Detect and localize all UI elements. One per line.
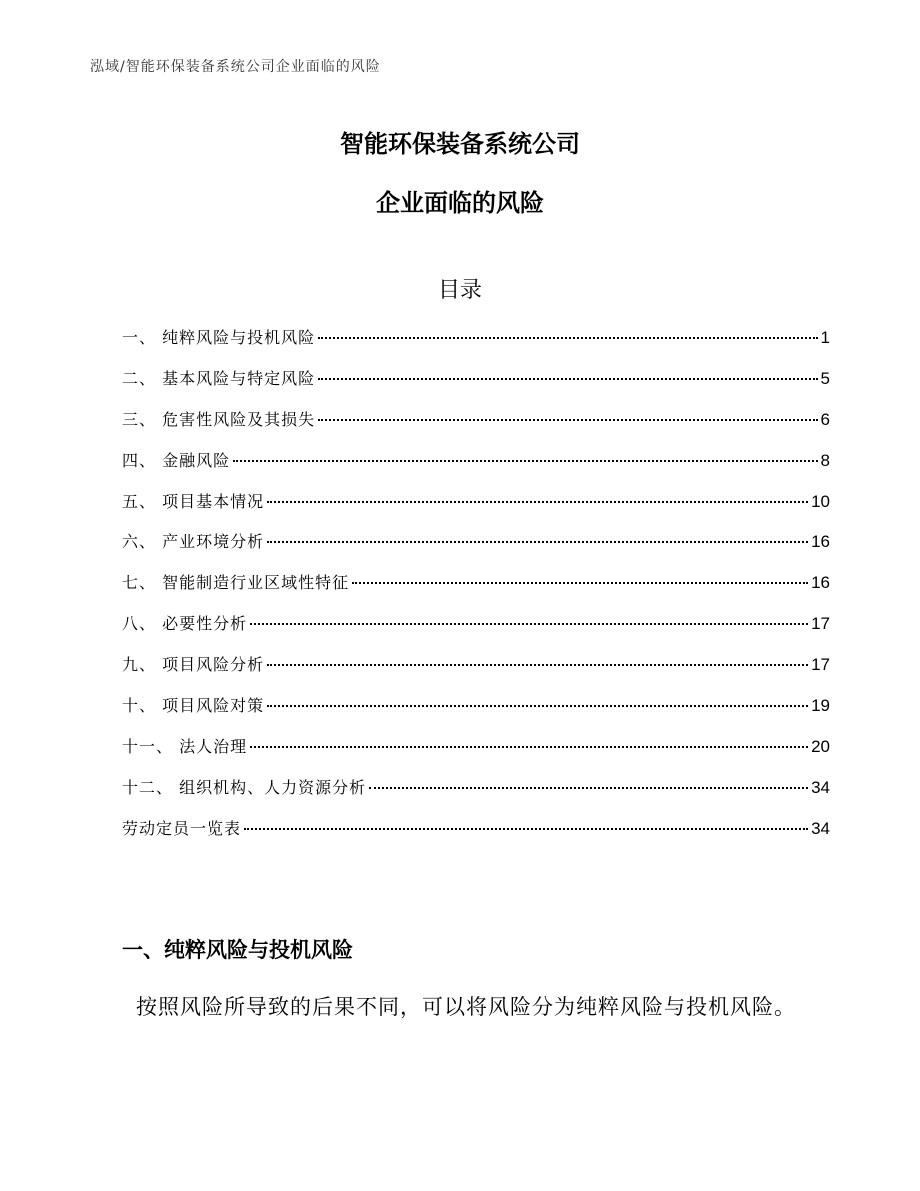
toc-entry-page: 34 (811, 818, 830, 838)
toc-entry[interactable] (122, 407, 830, 448)
toc-entry-page: 8 (820, 450, 830, 470)
toc-entry-label: 四、 金融风险 (122, 450, 231, 470)
toc-entry-page: 17 (811, 614, 830, 634)
toc-leader-dots (267, 501, 808, 503)
toc-leader-dots (318, 378, 817, 380)
toc-entry-label: 六、 产业环境分析 (122, 532, 265, 552)
toc-entry[interactable] (122, 448, 830, 489)
toc-entry[interactable] (122, 366, 830, 407)
toc-entry[interactable] (122, 325, 830, 366)
toc-entry-label: 劳动定员一览表 (122, 818, 242, 838)
toc-entry-label: 九、 项目风险分析 (122, 655, 265, 675)
toc-entry-page: 1 (820, 328, 830, 347)
toc-entry-label: 五、 项目基本情况 (122, 491, 265, 511)
toc-entry[interactable] (122, 775, 830, 816)
toc-leader-dots (318, 337, 817, 339)
toc-entry[interactable] (122, 611, 830, 652)
toc-leader-dots (267, 705, 808, 707)
document-title-line2: 企业面临的风险 (376, 189, 544, 217)
toc-entry[interactable] (122, 652, 830, 693)
toc-entry-label: 十、 项目风险对策 (122, 696, 265, 716)
toc-entry-label: 七、 智能制造行业区域性特征 (122, 573, 350, 593)
section-heading: 一、纯粹风险与投机风险 (122, 938, 353, 962)
toc-heading: 目录 (437, 278, 482, 303)
toc-leader-dots (250, 623, 808, 625)
toc-entry[interactable] (122, 693, 830, 734)
toc-entry-page: 16 (811, 573, 830, 593)
toc-entry-label: 八、 必要性分析 (122, 614, 248, 634)
table-of-contents (122, 325, 830, 857)
toc-entry-page: 20 (811, 736, 830, 756)
toc-leader-dots (352, 582, 808, 584)
toc-entry-page: 6 (820, 409, 830, 429)
toc-entry-label: 一、 纯粹风险与投机风险 (122, 328, 316, 347)
page-header: 泓域/智能环保装备系统公司企业面临的风险 (90, 59, 381, 75)
document-title-line1: 智能环保装备系统公司 (340, 130, 580, 158)
toc-leader-dots (250, 746, 808, 748)
toc-entry-label: 十二、 组织机构、人力资源分析 (122, 777, 367, 797)
toc-entry-label: 三、 危害性风险及其损失 (122, 409, 316, 429)
toc-entry-label: 十一、 法人治理 (122, 736, 248, 756)
toc-entry[interactable] (122, 529, 830, 570)
toc-entry-page: 10 (811, 491, 830, 511)
toc-leader-dots (233, 460, 817, 462)
toc-entry[interactable] (122, 734, 830, 775)
toc-entry[interactable] (122, 489, 830, 530)
toc-entry-page: 16 (811, 532, 830, 552)
toc-entry-page: 19 (811, 696, 830, 716)
toc-leader-dots (369, 787, 808, 789)
toc-entry-page: 5 (820, 368, 830, 388)
toc-entry-label: 二、 基本风险与特定风险 (122, 368, 316, 388)
toc-leader-dots (244, 828, 808, 830)
toc-leader-dots (267, 664, 808, 666)
toc-entry[interactable] (122, 816, 830, 857)
toc-leader-dots (318, 419, 817, 421)
toc-entry[interactable] (122, 570, 830, 611)
toc-entry-page: 17 (811, 655, 830, 675)
body-paragraph: 按照风险所导致的后果不同，可以将风险分为纯粹风险与投机风险。 (136, 995, 796, 1019)
toc-leader-dots (267, 541, 808, 543)
toc-entry-page: 34 (811, 777, 830, 797)
